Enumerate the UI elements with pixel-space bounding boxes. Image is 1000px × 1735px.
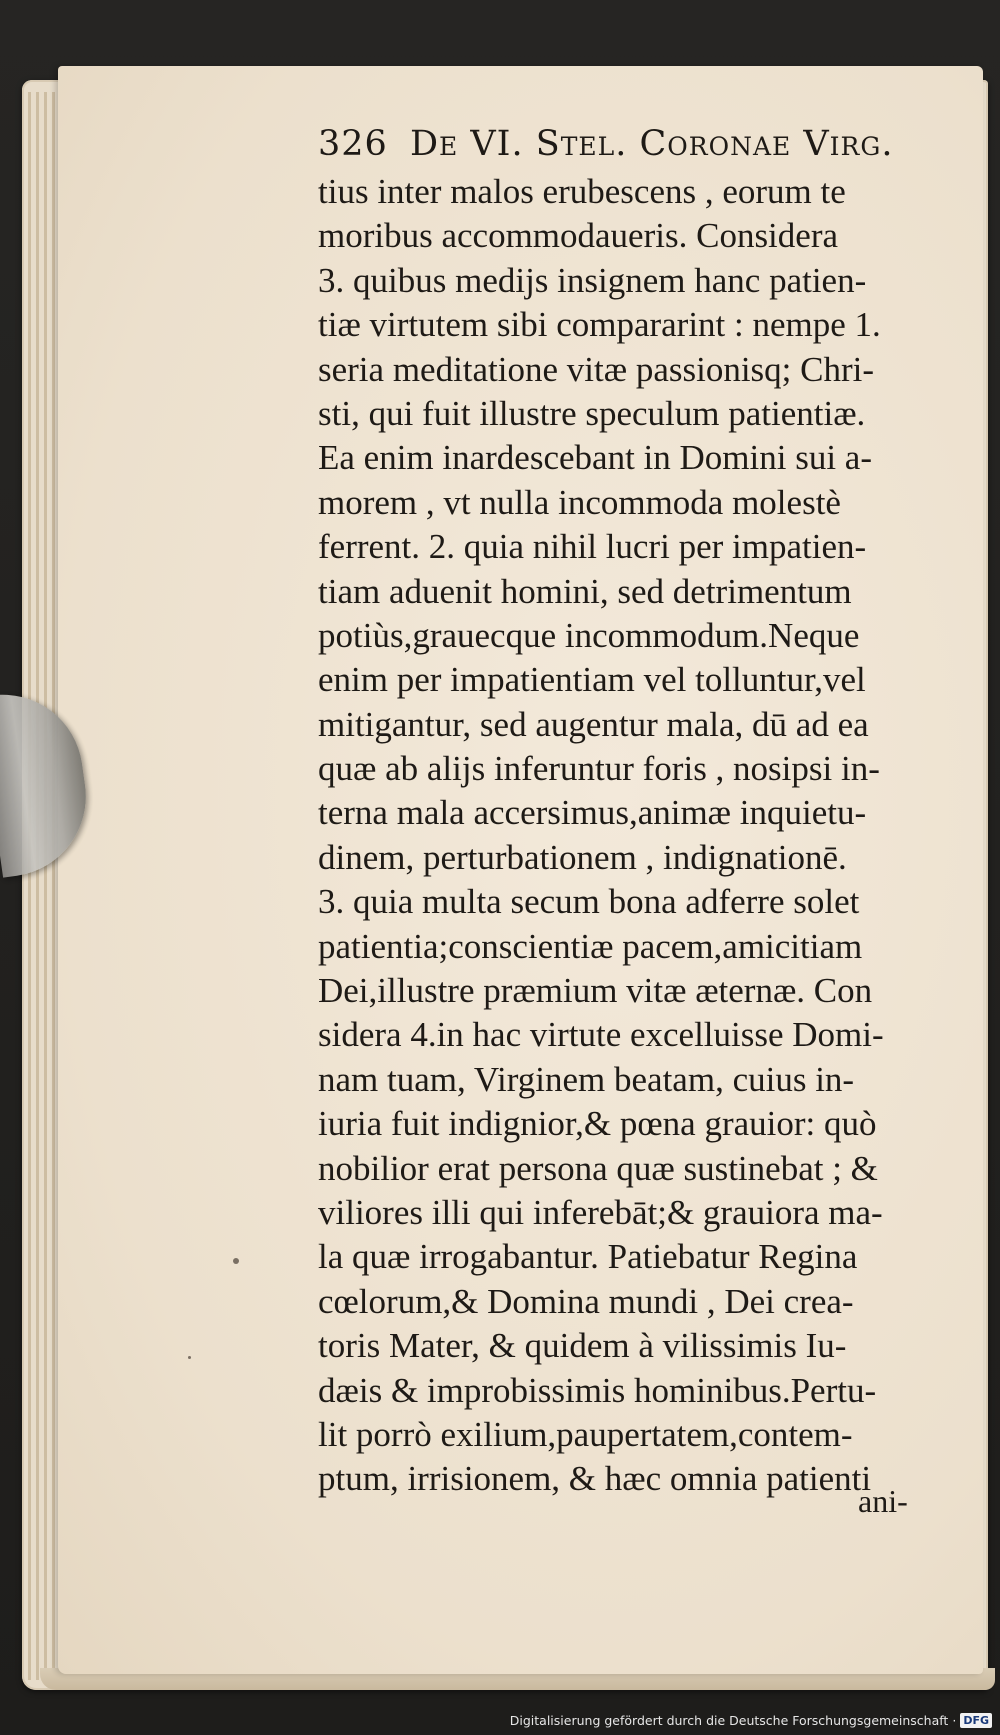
- text-line: dæis & improbissimis hominibus.Pertu-: [318, 1370, 877, 1410]
- text-line: Dei,illustre præmium vitæ æternæ. Con: [318, 971, 873, 1011]
- text-line: iuria fuit indignior,& pœna grauior: quò: [318, 1104, 877, 1144]
- text-lines: [318, 170, 958, 1502]
- text-line: la quæ irrogabantur. Patiebatur Regina: [318, 1237, 858, 1277]
- text-line: sidera 4.in hac virtute excelluisse Domi-: [318, 1015, 884, 1055]
- text-line: viliores illi qui inferebāt;& grauiora ma-: [318, 1192, 883, 1232]
- text-line: potiùs,grauecque incommodum.Neque: [318, 615, 860, 655]
- ink-speck: [188, 1356, 191, 1359]
- catchword: ani-: [858, 1483, 908, 1519]
- text-line: mitigantur, sed augentur mala, dū ad ea: [318, 704, 869, 744]
- text-line: moribus accommodaueris. Considera: [318, 216, 839, 256]
- text-line: lit porrò exilium,paupertatem,contem-: [318, 1414, 853, 1454]
- text-line: dinem, perturbationem , indignationē.: [318, 837, 847, 877]
- text-line: cœlorum,& Domina mundi , Dei crea-: [318, 1281, 854, 1321]
- text-line: tiam aduenit homini, sed detrimentum: [318, 571, 852, 611]
- footer-credit: Digitalisierung gefördert durch die Deutsche Forschungsgemeinschaft · DFG: [510, 1709, 992, 1731]
- text-line: ptum, irrisionem, & hæc omnia patienti: [318, 1459, 872, 1499]
- text-line: morem , vt nulla incommoda molestè: [318, 482, 841, 522]
- text-line: tiæ virtutem sibi compararint : nempe 1.: [318, 305, 881, 345]
- page-text: [318, 118, 958, 1502]
- text-line: toris Mater, & quidem à vilissimis Iu-: [318, 1326, 847, 1366]
- text-line: tius inter malos erubescens , eorum te: [318, 172, 846, 211]
- text-line: Ea enim inardescebant in Domini sui a-: [318, 438, 873, 478]
- text-line: ferrent. 2. quia nihil lucri per impatien-: [318, 527, 867, 567]
- text-line: enim per impatientiam vel tolluntur,vel: [318, 660, 866, 700]
- ink-speck: [233, 1258, 239, 1264]
- footer-credit-text: Digitalisierung gefördert durch die Deutsche Forschungsgemeinschaft: [509, 1712, 949, 1728]
- text-line: seria meditatione vitæ passionisq; Chri-: [318, 349, 875, 389]
- text-line: nam tuam, Virginem beatam, cuius in-: [318, 1059, 855, 1099]
- text-line: nobilior erat persona quæ sustinebat ; &: [318, 1148, 878, 1188]
- text-line: 3. quia multa secum bona adferre solet: [318, 882, 860, 922]
- page-number: 326: [318, 124, 388, 164]
- text-line: quæ ab alijs inferuntur foris , nosipsi in-: [318, 749, 880, 789]
- text-line: sti, qui fuit illustre speculum patientiæ.: [318, 393, 866, 433]
- text-line: terna mala accersimus,animæ inquietu-: [318, 793, 867, 833]
- text-line: patientia;conscientiæ pacem,amicitiam: [318, 926, 863, 966]
- dfg-logo-icon: DFG: [960, 1713, 992, 1728]
- running-title: De VI. Stel. Coronae Virg.: [409, 124, 894, 164]
- text-line: 3. quibus medijs insignem hanc patien-: [318, 260, 867, 300]
- running-head: [318, 118, 958, 170]
